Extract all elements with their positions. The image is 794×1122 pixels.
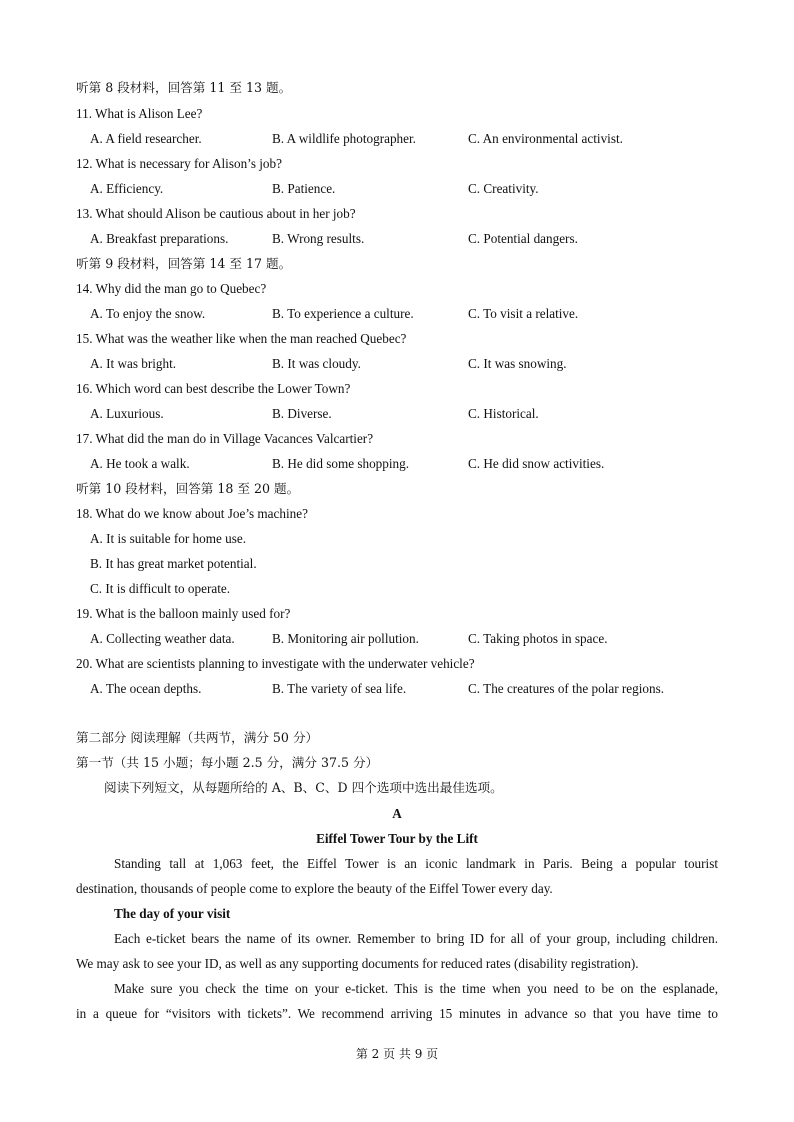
q11-option-b: B. A wildlife photographer. [272,131,416,146]
q19-option-b: B. Monitoring air pollution. [272,631,419,646]
page-footer: 第 2 页 共 9 页 [355,1047,439,1061]
paragraph-3-line-2: in a queue for “visitors with tickets”. We recommend arriving 15 minutes in advance so that you have time to [76,1006,718,1021]
q17-option-b: B. He did some shopping. [272,456,410,471]
q11-option-c: C. An environmental activist. [468,131,623,146]
question-18: 18. What do we know about Joe’s machine? [76,506,308,521]
reading-instruction: 阅读下列短文，从每题所给的 A、B、C、D 四个选项中选出最佳选项。 [104,780,503,795]
q15-option-b: B. It was cloudy. [272,356,361,371]
q14-option-a: A. To enjoy the snow. [90,306,206,321]
q11-option-a: A. A field researcher. [90,131,202,146]
paragraph-3-line-1: Make sure you check the time on your e-ticket. This is the time when you need to be on the esplanade, [114,981,718,996]
subheading-visit-day: The day of your visit [114,906,231,921]
q19-option-a: A. Collecting weather data. [90,631,235,646]
q12-option-c: C. Creativity. [468,181,539,196]
question-12: 12. What is necessary for Alison’s job? [76,156,282,171]
q19-option-c: C. Taking photos in space. [468,631,608,646]
q16-option-a: A. Luxurious. [90,406,164,421]
q20-option-c: C. The creatures of the polar regions. [468,681,665,696]
section-header-10: 听第 10 段材料，回答第 18 至 20 题。 [76,481,300,496]
q20-option-b: B. The variety of sea life. [272,681,407,696]
question-13: 13. What should Alison be cautious about in her job? [76,206,356,221]
paragraph-1-line-1: Standing tall at 1,063 feet, the Eiffel Tower is an iconic landmark in Paris. Being a popular tourist [114,856,718,871]
q18-option-c: C. It is difficult to operate. [90,581,231,596]
q12-option-b: B. Patience. [272,181,336,196]
question-16: 16. Which word can best describe the Lower Town? [76,381,351,396]
q18-option-b: B. It has great market potential. [90,556,257,571]
part-two-title: 第二部分 阅读理解（共两节，满分 50 分） [76,730,319,745]
q15-option-c: C. It was snowing. [468,356,567,371]
q17-option-a: A. He took a walk. [90,456,190,471]
q16-option-c: C. Historical. [468,406,539,421]
question-17: 17. What did the man do in Village Vacances Valcartier? [76,431,374,446]
question-15: 15. What was the weather like when the man reached Quebec? [76,331,407,346]
passage-title: Eiffel Tower Tour by the Lift [316,831,478,846]
question-20: 20. What are scientists planning to investigate with the underwater vehicle? [76,656,475,671]
q15-option-a: A. It was bright. [90,356,177,371]
section-header-8: 听第 8 段材料，回答第 11 至 13 题。 [76,80,292,95]
section-one-title: 第一节（共 15 小题；每小题 2.5 分，满分 37.5 分） [76,755,379,770]
question-19: 19. What is the balloon mainly used for? [76,606,291,621]
question-14: 14. Why did the man go to Quebec? [76,281,267,296]
q20-option-a: A. The ocean depths. [90,681,202,696]
q12-option-a: A. Efficiency. [90,181,164,196]
paragraph-2-line-1: Each e-ticket bears the name of its owner. Remember to bring ID for all of your group, including children. [114,931,718,946]
q18-option-a: A. It is suitable for home use. [90,531,247,546]
q13-option-b: B. Wrong results. [272,231,365,246]
section-header-9: 听第 9 段材料，回答第 14 至 17 题。 [76,256,292,271]
paragraph-1-line-2: destination, thousands of people come to explore the beauty of the Eiffel Tower every day. [76,881,553,896]
q17-option-c: C. He did snow activities. [468,456,605,471]
question-11: 11. What is Alison Lee? [76,106,203,121]
paragraph-2-line-2: We may ask to see your ID, as well as any supporting documents for reduced rates (disability registration). [76,956,639,971]
passage-letter: A [392,806,402,821]
q14-option-b: B. To experience a culture. [272,306,414,321]
q14-option-c: C. To visit a relative. [468,306,579,321]
q13-option-c: C. Potential dangers. [468,231,578,246]
q13-option-a: A. Breakfast preparations. [90,231,229,246]
q16-option-b: B. Diverse. [272,406,332,421]
